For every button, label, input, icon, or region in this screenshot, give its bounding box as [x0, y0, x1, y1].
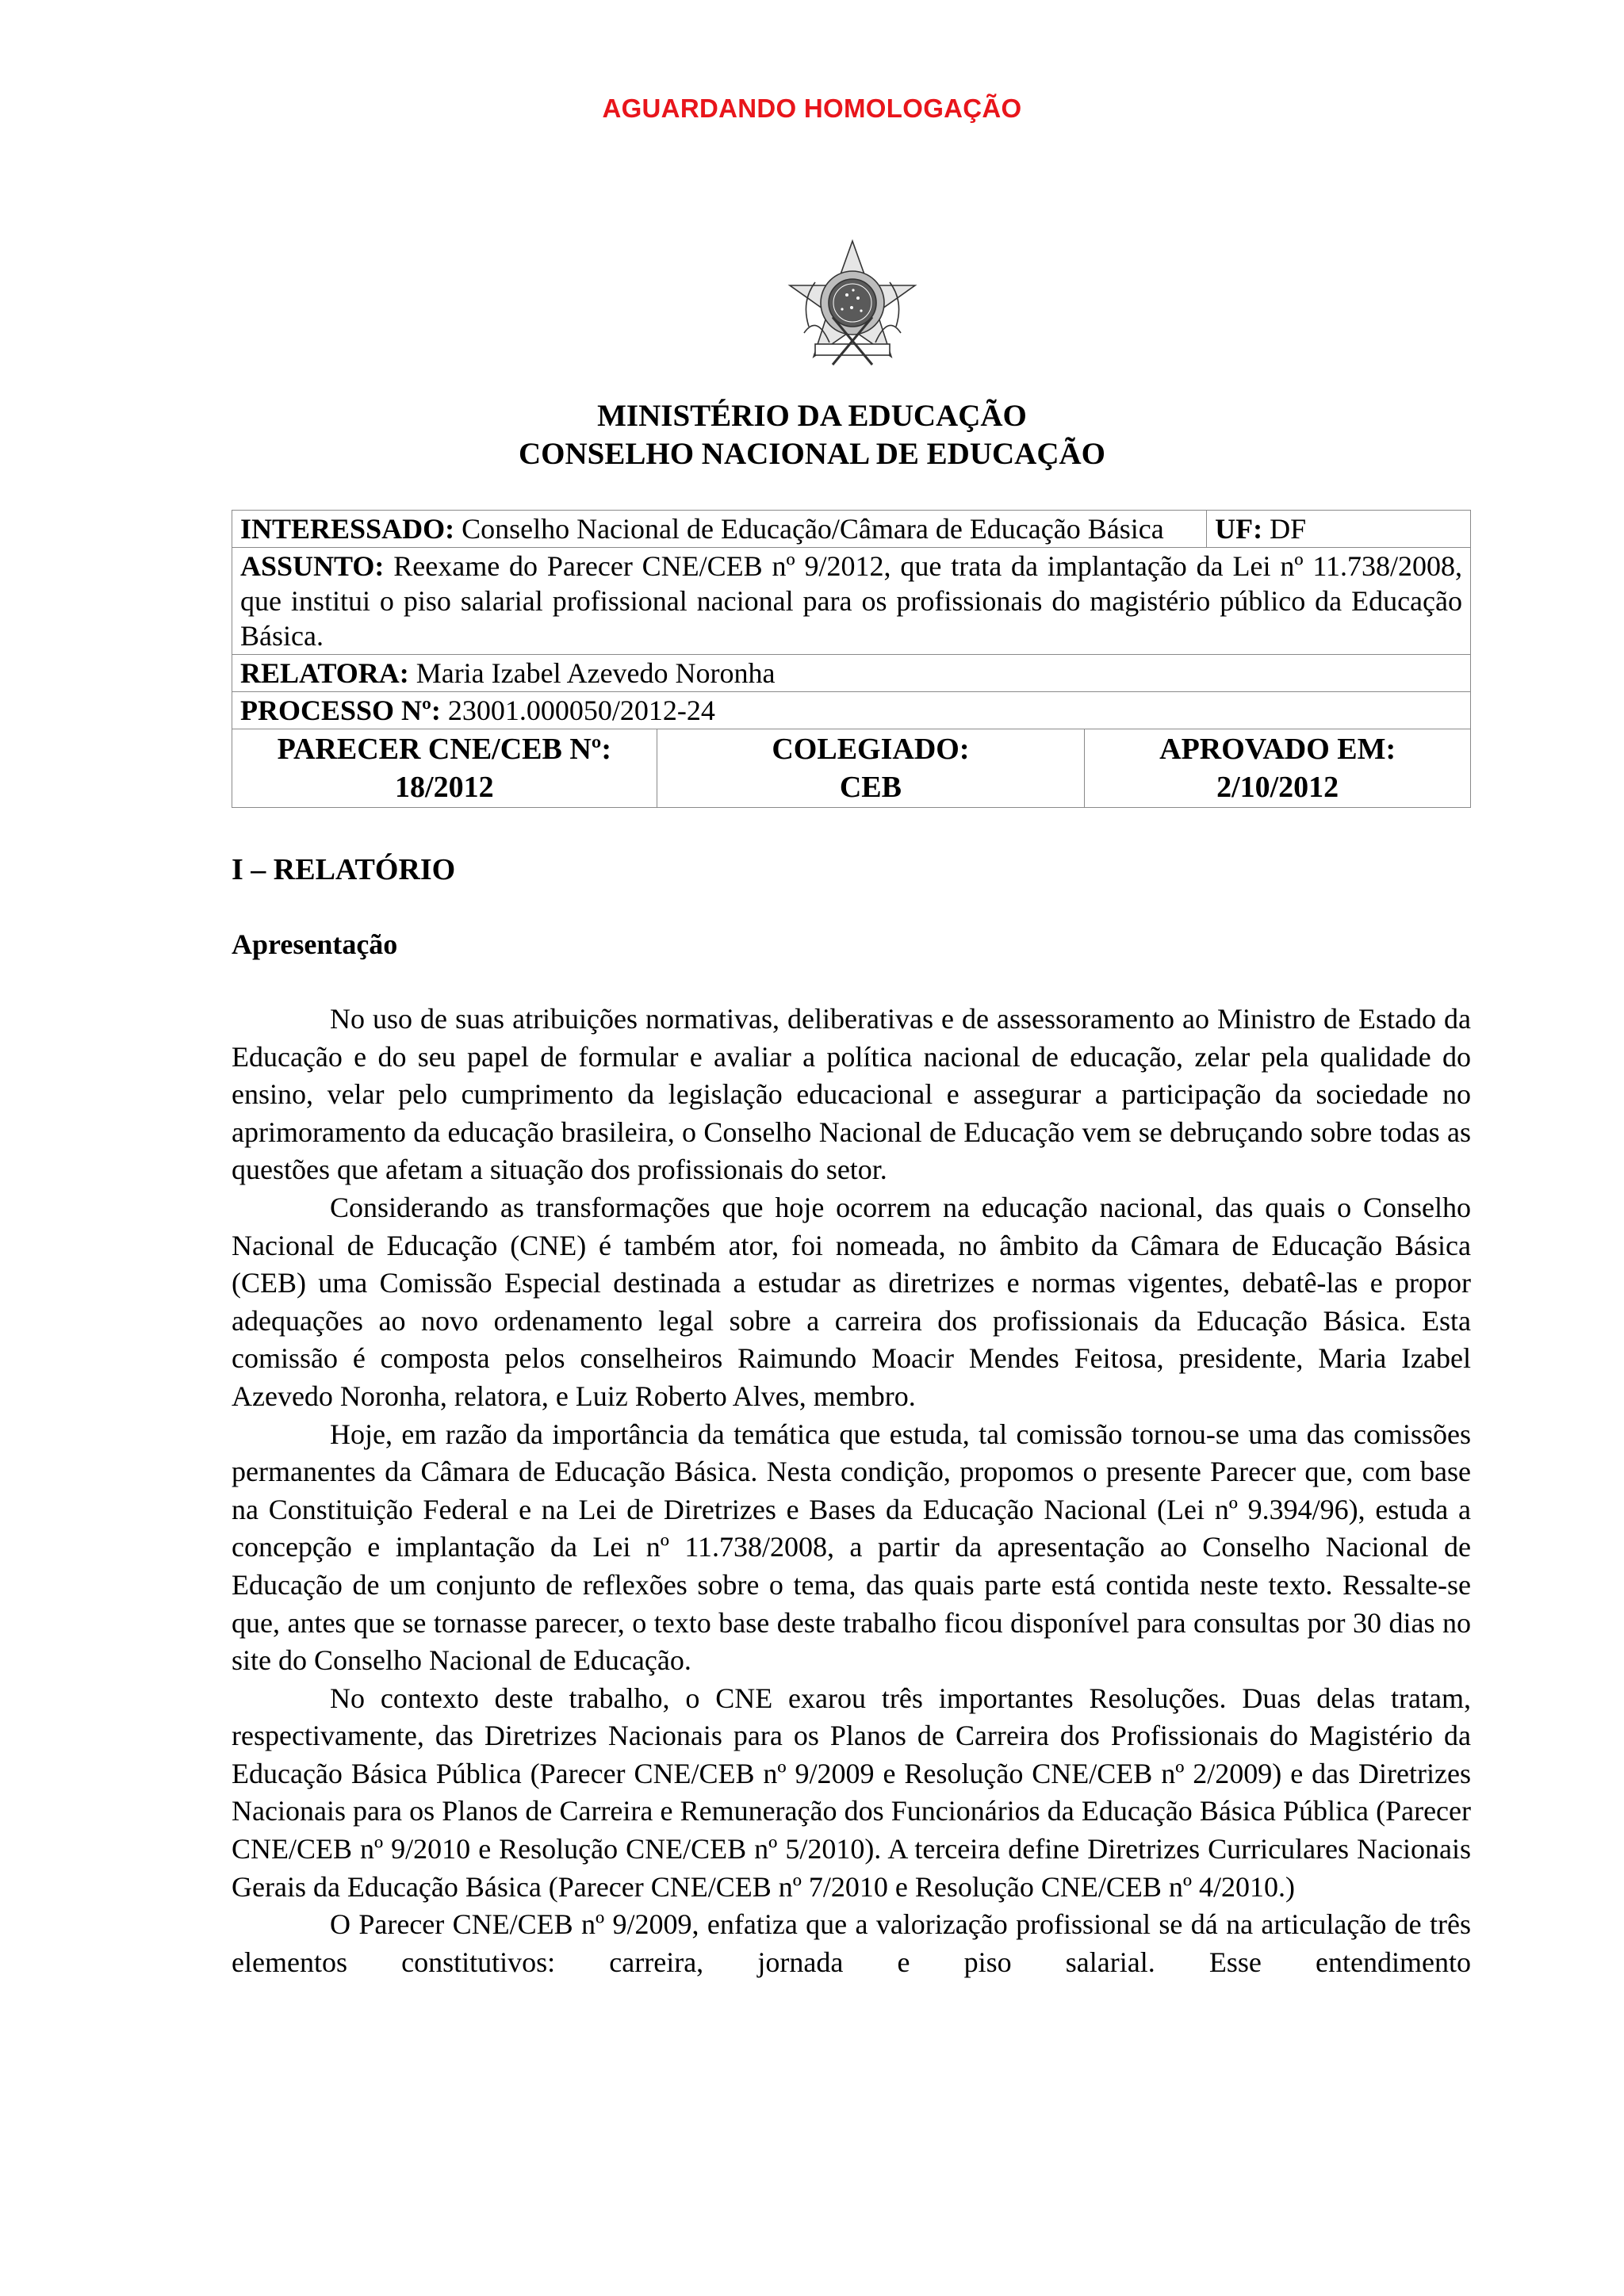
interessado-value: Conselho Nacional de Educação/Câmara de Educação Básica	[462, 513, 1164, 545]
colegiado-label: COLEGIADO:	[772, 733, 970, 766]
section-title: I – RELATÓRIO	[232, 853, 456, 886]
report-body	[232, 1001, 1471, 1981]
paragraph: Hoje, em razão da importância da temática que estuda, tal comissão tornou-se uma das comissões permanentes da Câmara de Educação Básica. Nesta condição, propomos o presente Parecer que, com base na Constituição Federal e na Lei de Diretrizes e Bases da Educação Nacional (Lei nº 9.394/96), estuda a concepção e implantação da Lei nº 11.738/2008, a partir da apresentação ao Conselho Nacional de Educação de um conjunto de reflexões sobre o tema, das quais parte está contida neste texto. Ressalte-se que, antes que se tornasse parecer, o texto base deste trabalho ficou disponível para consultas por 30 dias no site do Conselho Nacional de Educação.	[232, 1418, 1471, 1677]
processo-row	[232, 692, 1471, 729]
parecer-cell	[232, 729, 657, 808]
interessado-row	[232, 511, 1471, 548]
paragraph: No contexto deste trabalho, o CNE exarou três importantes Resoluções. Duas delas tratam, respectivamente, das Diretrizes Nacionais para os Planos de Carreira dos Profissionais do Magistério da Educação Básica Pública (Parecer CNE/CEB nº 9/2009 e Resolução CNE/CEB nº 2/2009) e das Diretrizes Nacionais para os Planos de Carreira e Remuneração dos Funcionários da Educação Básica Pública (Parecer CNE/CEB nº 9/2010 e Resolução CNE/CEB nº 5/2010). A terceira define Diretrizes Curriculares Nacionais Gerais da Educação Básica (Parecer CNE/CEB nº 7/2010 e Resolução CNE/CEB nº 4/2010.)	[232, 1682, 1471, 1903]
parecer-label: PARECER CNE/CEB Nº:	[277, 733, 611, 766]
relatora-value: Maria Izabel Azevedo Noronha	[416, 657, 776, 689]
colegiado-cell	[657, 729, 1085, 808]
paragraph: No uso de suas atribuições normativas, deliberativas e de assessoramento ao Ministro de Estado da Educação e do seu papel de formular e avaliar a política nacional de educação, zelar pela qualidade do ensino, velar pelo cumprimento da legislação educacional e assegurar a participação da sociedade no aprimoramento da educação brasileira, o Conselho Nacional de Educação vem se debruçando sobre todas as questões que afetam a situação dos profissionais do setor.	[232, 1003, 1471, 1186]
parecer-value: 18/2012	[395, 771, 494, 804]
parecer-row	[232, 729, 1471, 808]
paragraph: O Parecer CNE/CEB nº 9/2009, enfatiza que a valorização profissional se dá na articulação de três elementos constitutivos: carreira, jornada e piso salarial. Esse entendimento	[232, 1908, 1471, 1978]
status-banner: AGUARDANDO HOMOLOGAÇÃO	[602, 94, 1022, 123]
ministry-title: MINISTÉRIO DA EDUCAÇÃO	[597, 399, 1027, 433]
interessado-label: INTERESSADO:	[240, 513, 455, 545]
brazil-coat-of-arms-icon	[785, 238, 920, 373]
interessado-cell	[232, 511, 1207, 548]
parecer-info-table	[232, 510, 1471, 808]
processo-cell	[232, 692, 1471, 729]
aprovado-label: APROVADO EM:	[1159, 733, 1396, 766]
uf-label: UF:	[1215, 513, 1263, 545]
subsection-title: Apresentação	[232, 928, 398, 960]
assunto-cell	[232, 548, 1471, 655]
aprovado-value: 2/10/2012	[1216, 771, 1339, 804]
paragraph: Considerando as transformações que hoje ocorrem na educação nacional, das quais o Conselho Nacional de Educação (CNE) é também ator, foi nomeada, no âmbito da Câmara de Educação Básica (CEB) uma Comissão Especial destinada a estudar as diretrizes e normas vigentes, debatê-las e propor adequações ao novo ordenamento legal sobre a carreira dos profissionais da Educação Básica. Esta comissão é composta pelos conselheiros Raimundo Moacir Mendes Feitosa, presidente, Maria Izabel Azevedo Noronha, relatora, e Luiz Roberto Alves, membro.	[232, 1191, 1471, 1412]
assunto-row	[232, 548, 1471, 655]
relatora-row	[232, 655, 1471, 692]
aprovado-cell	[1085, 729, 1471, 808]
assunto-label: ASSUNTO:	[240, 550, 385, 582]
colegiado-value: CEB	[839, 771, 902, 804]
uf-value: DF	[1270, 513, 1307, 545]
council-title: CONSELHO NACIONAL DE EDUCAÇÃO	[518, 437, 1105, 471]
uf-cell	[1207, 511, 1471, 548]
processo-label: PROCESSO Nº:	[240, 695, 441, 726]
relatora-cell	[232, 655, 1471, 692]
assunto-value: Reexame do Parecer CNE/CEB nº 9/2012, que trata da implantação da Lei nº 11.738/2008, que institui o piso salarial profissional nacional para os profissionais do magistério público da Educação Básica.	[240, 550, 1463, 652]
processo-value: 23001.000050/2012-24	[447, 695, 715, 726]
relatora-label: RELATORA:	[240, 657, 409, 689]
